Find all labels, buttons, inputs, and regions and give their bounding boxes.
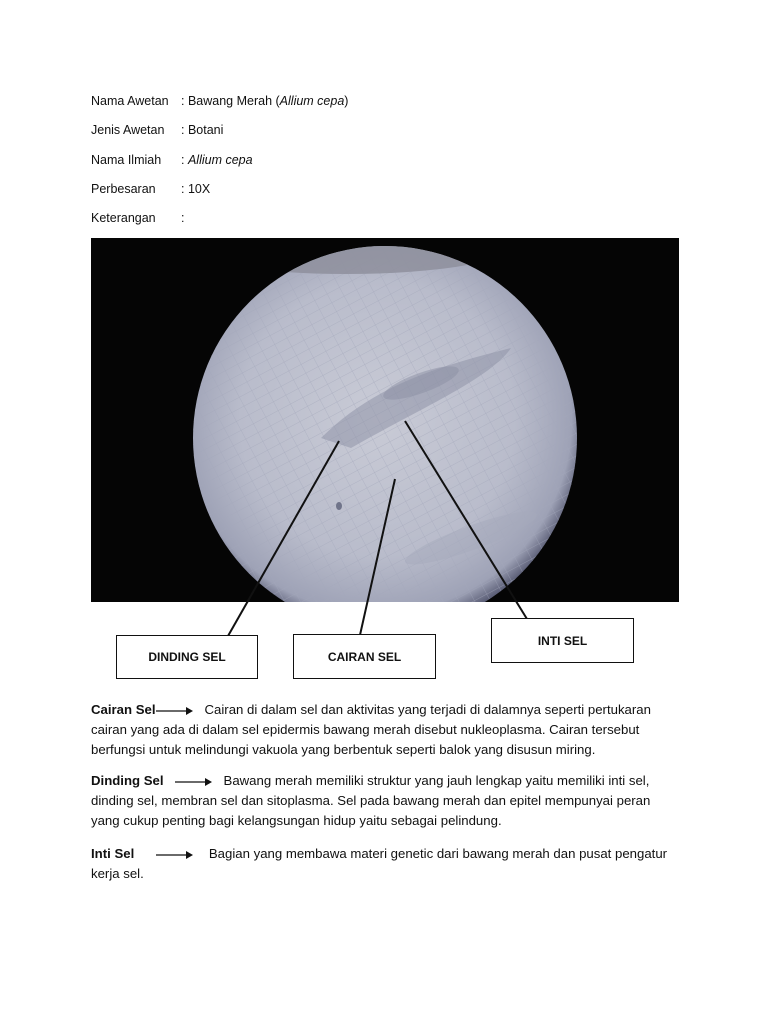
- label-box-dinding-sel: [116, 635, 258, 679]
- meta-label: Nama Ilmiah: [91, 153, 162, 167]
- meta-value: : Bawang Merah (Allium cepa): [181, 94, 349, 108]
- meta-value: :: [181, 211, 185, 225]
- label-dinding-sel: DINDING SEL: [148, 650, 226, 664]
- meta-label: Perbesaran: [91, 182, 156, 196]
- term-label: Inti Sel: [91, 846, 135, 861]
- description-dinding-sel: [91, 771, 681, 831]
- label-inti-sel: INTI SEL: [537, 633, 588, 648]
- meta-label: Jenis Awetan: [91, 123, 165, 137]
- label-box-cairan-sel: [293, 634, 436, 679]
- meta-value: : Botani: [181, 123, 224, 137]
- meta-label: Keterangan: [91, 211, 156, 225]
- arrow-right-icon: [156, 850, 194, 860]
- description-text: Cairan di dalam sel dan aktivitas yang terjadi di dalamnya seperti pertukaran cairan yang ada di dalam sel epidermis bawang merah disebut nukleoplasma. Cairan tersebut berfungsi untuk melindungi vakuola yang berbentuk seperti balok yang disusun miring.: [91, 702, 651, 757]
- label-box-inti-sel: [491, 618, 634, 663]
- arrow-right-icon: [156, 706, 194, 716]
- microscope-photo: [91, 238, 679, 602]
- label-cairan-sel: CAIRAN SEL: [327, 649, 402, 664]
- description-text: Bawang merah memiliki struktur yang jauh lengkap yaitu memiliki inti sel, dinding sel, membran sel dan sitoplasma. Sel pada bawang merah dan epitel mempunyai peran yang cukup penting bagi kelangsungan hidup yaitu sebagai pelindung.: [91, 773, 651, 828]
- meta-label: Nama Awetan: [91, 94, 169, 108]
- description-inti-sel: [91, 844, 681, 884]
- microscope-field-image: [91, 238, 679, 602]
- term-label: Cairan Sel: [91, 702, 156, 717]
- arrow-right-icon: [175, 777, 213, 787]
- description-cairan-sel: [91, 700, 681, 760]
- meta-value: : 10X: [181, 182, 211, 196]
- meta-value: : Allium cepa: [181, 153, 253, 167]
- description-text: Bagian yang membawa materi genetic dari bawang merah dan pusat pengatur kerja sel.: [91, 846, 668, 881]
- term-label: Dinding Sel: [91, 773, 164, 788]
